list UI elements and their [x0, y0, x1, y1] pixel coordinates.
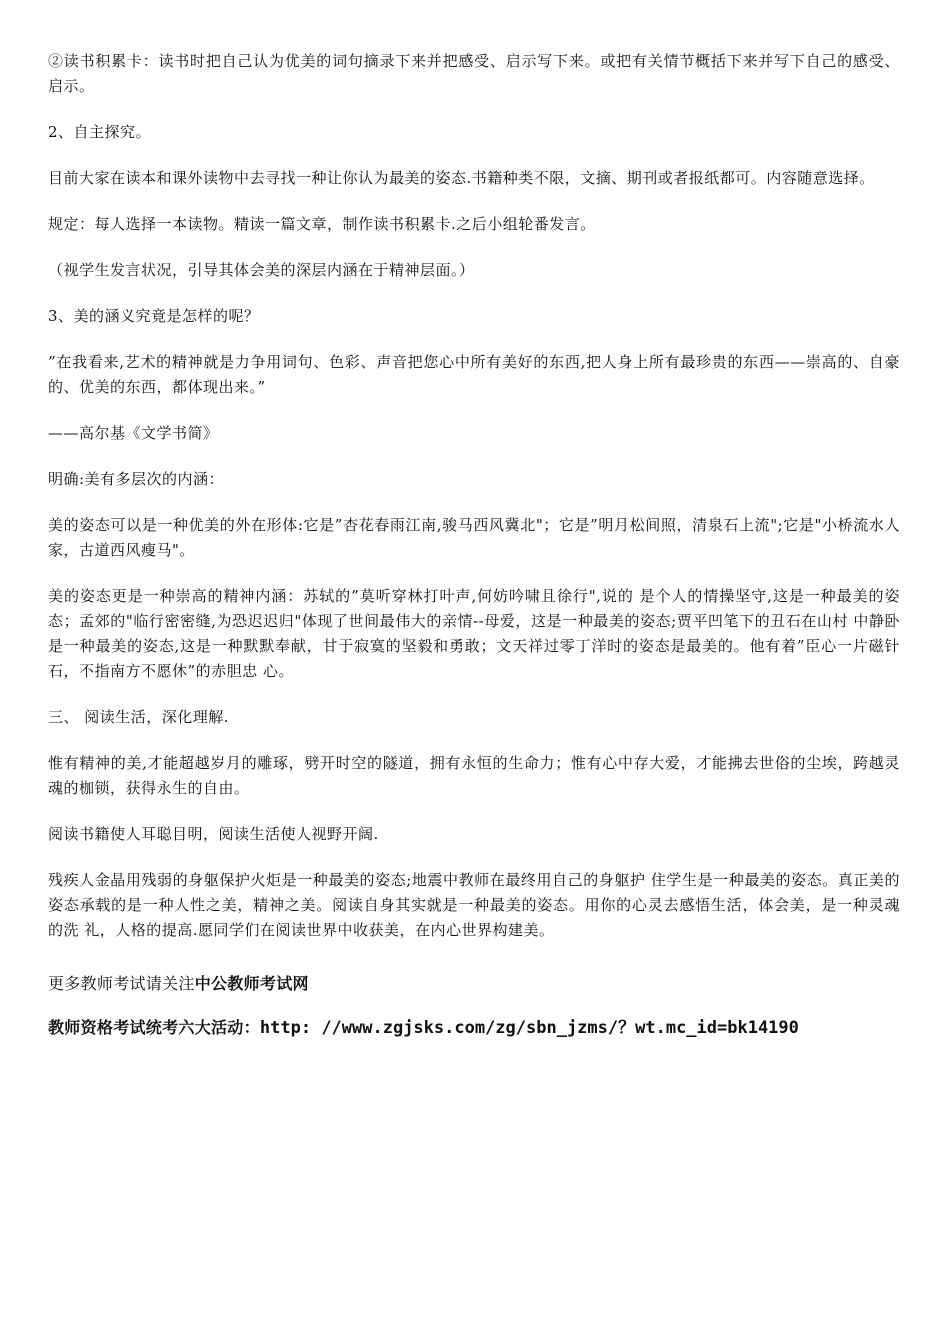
- paragraph-rules: 规定：每人选择一本读物。精读一篇文章，制作读书积累卡.之后小组轮番发言。: [48, 215, 596, 233]
- footer-more-prefix: 更多教师考试请关注: [48, 974, 195, 993]
- paragraph-find-beauty: 目前大家在读本和课外读物中去寻找一种让你认为最美的姿态.书籍种类不限，文摘、期刊或者报纸都可。内容随意选择。: [48, 169, 875, 187]
- footer-more-info: [48, 971, 900, 997]
- heading-section-three: 三、 阅读生活，深化理解.: [48, 708, 230, 726]
- paragraph-spiritual-beauty: 惟有精神的美,才能超越岁月的雕琢，劈开时空的隧道，拥有永恒的生命力；惟有心中存大爱，才能拂去世俗的尘埃，跨越灵魂的枷锁，获得永生的自由。: [48, 754, 900, 797]
- paragraph-reading-card: ②读书积累卡：读书时把自己认为优美的词句摘录下来并把感受、启示写下来。或把有关情节概括下来并写下自己的感受、启示。: [48, 52, 900, 95]
- paragraph-inner-beauty: 美的姿态更是一种崇高的精神内涵：苏轼的”莫听穿林打叶声,何妨吟啸且徐行",说的 是个人的情操坚守,这是一种最美的姿态；孟郊的"临行密密缝,为恐迟迟归"体现了世间最伟大的亲情--母爱，这是一种最美的姿态;贾平凹笔下的丑石在山村 中静卧是一种最美的姿态,这是一种默默奉献，甘于寂寞的坚毅和勇敢；文天祥过零丁洋时的姿态是最美的。他有着”臣心一片磁针石，不指南方不愿休”的赤胆忠 心。: [48, 587, 900, 680]
- paragraph-examples: 残疾人金晶用残弱的身躯保护火炬是一种最美的姿态;地震中教师在最终用自己的身躯护 住学生是一种最美的姿态。真正美的姿态承载的是一种人性之美，精神之美。阅读自身其实就是一种最美的姿态。用你的心灵去感悟生活，体会美，是一种灵魂的洗 礼，人格的提高.愿同学们在阅读世界中收获美，在内心世界构建美。: [48, 871, 900, 939]
- document-page: [48, 49, 900, 1041]
- heading-meaning-of-beauty: 3、美的涵义究竟是怎样的呢？: [48, 307, 260, 325]
- paragraph-outer-beauty: 美的姿态可以是一种优美的外在形体:它是”杏花春雨江南,骏马西风冀北"；它是”明月松间照，清泉石上流";它是"小桥流水人家，古道西风瘦马"。: [48, 516, 900, 559]
- paragraph-gorky-quote: ”在我看来,艺术的精神就是力争用词句、色彩、声音把您心中所有美好的东西,把人身上所有最珍贵的东西——崇高的、自豪的、优美的东西，都体现出来。”: [48, 353, 900, 396]
- footer-activity-label: 教师资格考试统考六大活动：: [48, 1018, 260, 1037]
- footer-brand-link[interactable]: 中公教师考试网: [194, 974, 309, 993]
- heading-self-inquiry: 2、自主探究。: [48, 123, 152, 141]
- paragraph-clarify: 明确:美有多层次的内涵：: [48, 470, 225, 488]
- quote-attribution: ——高尔基《文学书简》: [48, 424, 219, 442]
- footer-activity-url[interactable]: http: //www.zgjsks.com/zg/sbn_jzms/？wt.mc_id=bk14190: [259, 1018, 799, 1038]
- paragraph-teacher-note: （视学生发言状况，引导其体会美的深层内涵在于精神层面。）: [48, 261, 475, 279]
- footer-activity: [48, 1015, 900, 1041]
- paragraph-reading-life: 阅读书籍使人耳聪目明，阅读生活使人视野开阔.: [48, 825, 379, 843]
